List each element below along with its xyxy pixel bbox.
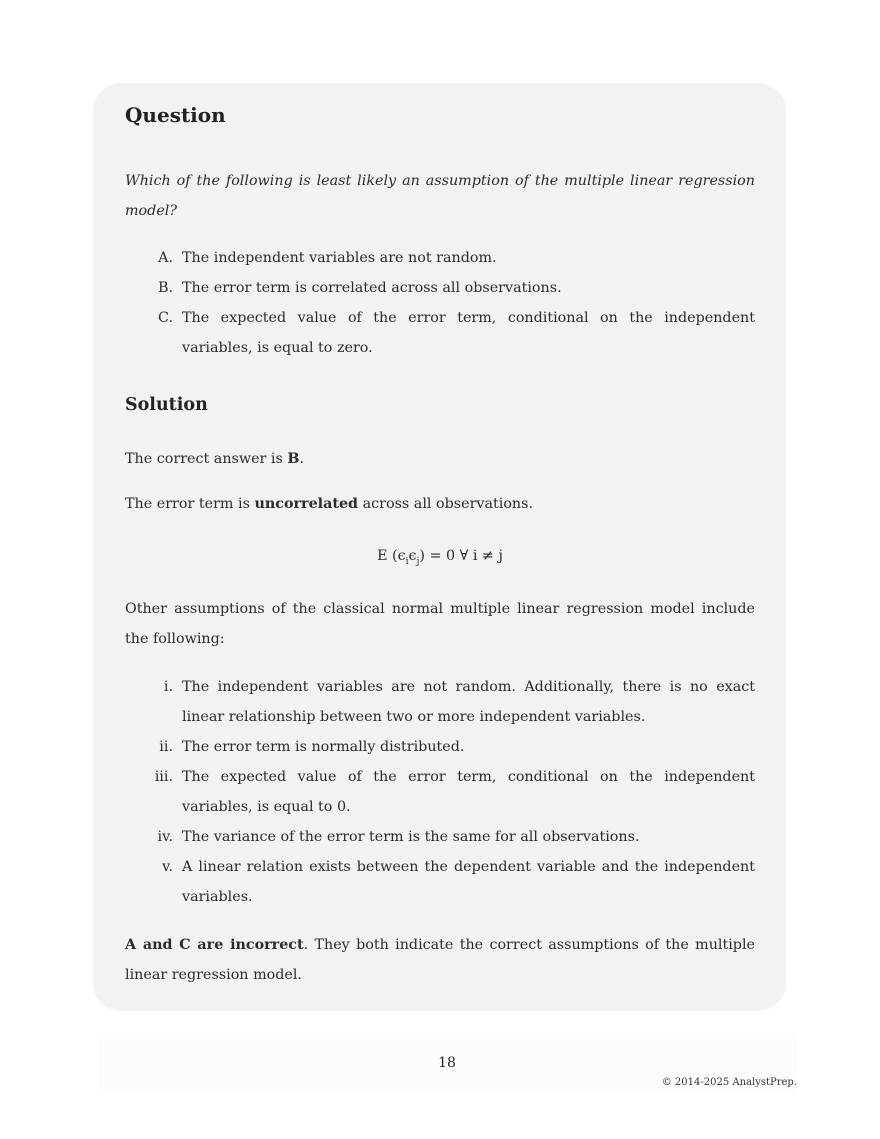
explain-prefix: The error term is bbox=[125, 496, 255, 512]
assumption-text: The expected value of the error term, conditional on the independent variables, is equal to 0. bbox=[182, 769, 755, 815]
assumption-marker: v. bbox=[162, 859, 173, 875]
page-footer bbox=[97, 1035, 797, 1092]
answer-suffix: . bbox=[299, 451, 305, 467]
option-marker: A. bbox=[158, 250, 173, 266]
page-number: 18 bbox=[438, 1055, 456, 1071]
explanation bbox=[125, 489, 755, 519]
option-text: The independent variables are not random. bbox=[182, 250, 497, 266]
assumption-marker: iv. bbox=[157, 829, 173, 845]
correct-answer bbox=[125, 444, 755, 474]
option-text: The error term is correlated across all observations. bbox=[182, 280, 562, 296]
assumption-text: A linear relation exists between the dependent variable and the independent variables. bbox=[182, 859, 755, 905]
other-assumptions-intro: Other assumptions of the classical normal multiple linear regression model include the following: bbox=[125, 601, 755, 647]
final-bold: A and C are incorrect bbox=[125, 937, 304, 953]
solution-title: Solution bbox=[125, 395, 208, 415]
assumption-marker: ii. bbox=[159, 739, 173, 755]
assumption-item bbox=[125, 672, 755, 732]
copyright: © 2014-2025 AnalystPrep. bbox=[661, 1077, 797, 1088]
question-heading bbox=[125, 100, 755, 130]
question-text: Which of the following is least likely an assumption of the multiple linear regression model? bbox=[125, 173, 755, 219]
final-text: . They both indicate the correct assumptions of the multiple linear regression model. bbox=[125, 937, 755, 983]
explain-suffix: across all observations. bbox=[358, 496, 534, 512]
eq-lhs: E (ϵ bbox=[377, 548, 406, 564]
equation bbox=[125, 541, 755, 577]
eq-mid: ϵ bbox=[408, 548, 417, 564]
solution-heading bbox=[125, 390, 755, 420]
assumption-item bbox=[125, 852, 755, 912]
assumption-marker: i. bbox=[163, 679, 173, 695]
eq-sub-j: j bbox=[416, 556, 420, 567]
assumption-marker: iii. bbox=[154, 769, 173, 785]
option-c bbox=[125, 303, 755, 363]
option-text: The expected value of the error term, conditional on the independent variables, is equal to zero. bbox=[182, 310, 755, 356]
answer-prefix: The correct answer is bbox=[125, 451, 288, 467]
explain-bold: uncorrelated bbox=[254, 496, 359, 512]
option-b bbox=[125, 273, 755, 303]
answer-letter: B bbox=[287, 451, 300, 467]
option-a bbox=[125, 243, 755, 273]
assumption-item bbox=[125, 732, 755, 762]
assumptions-list bbox=[125, 672, 755, 912]
assumption-item bbox=[125, 822, 755, 852]
eq-sub-i: i bbox=[405, 556, 409, 567]
question-title: Question bbox=[125, 103, 226, 127]
assumption-text: The variance of the error term is the same for all observations. bbox=[182, 829, 640, 845]
eq-rhs: ) = 0 ∀ i ≠ j bbox=[419, 548, 503, 564]
assumption-item bbox=[125, 762, 755, 822]
assumption-text: The independent variables are not random. Additionally, there is no exact linear relationship between two or more independent variables. bbox=[182, 679, 755, 725]
options-list bbox=[125, 243, 755, 363]
option-marker: C. bbox=[158, 310, 173, 326]
final-note bbox=[125, 930, 755, 990]
assumption-text: The error term is normally distributed. bbox=[182, 739, 465, 755]
option-marker: B. bbox=[157, 280, 173, 296]
